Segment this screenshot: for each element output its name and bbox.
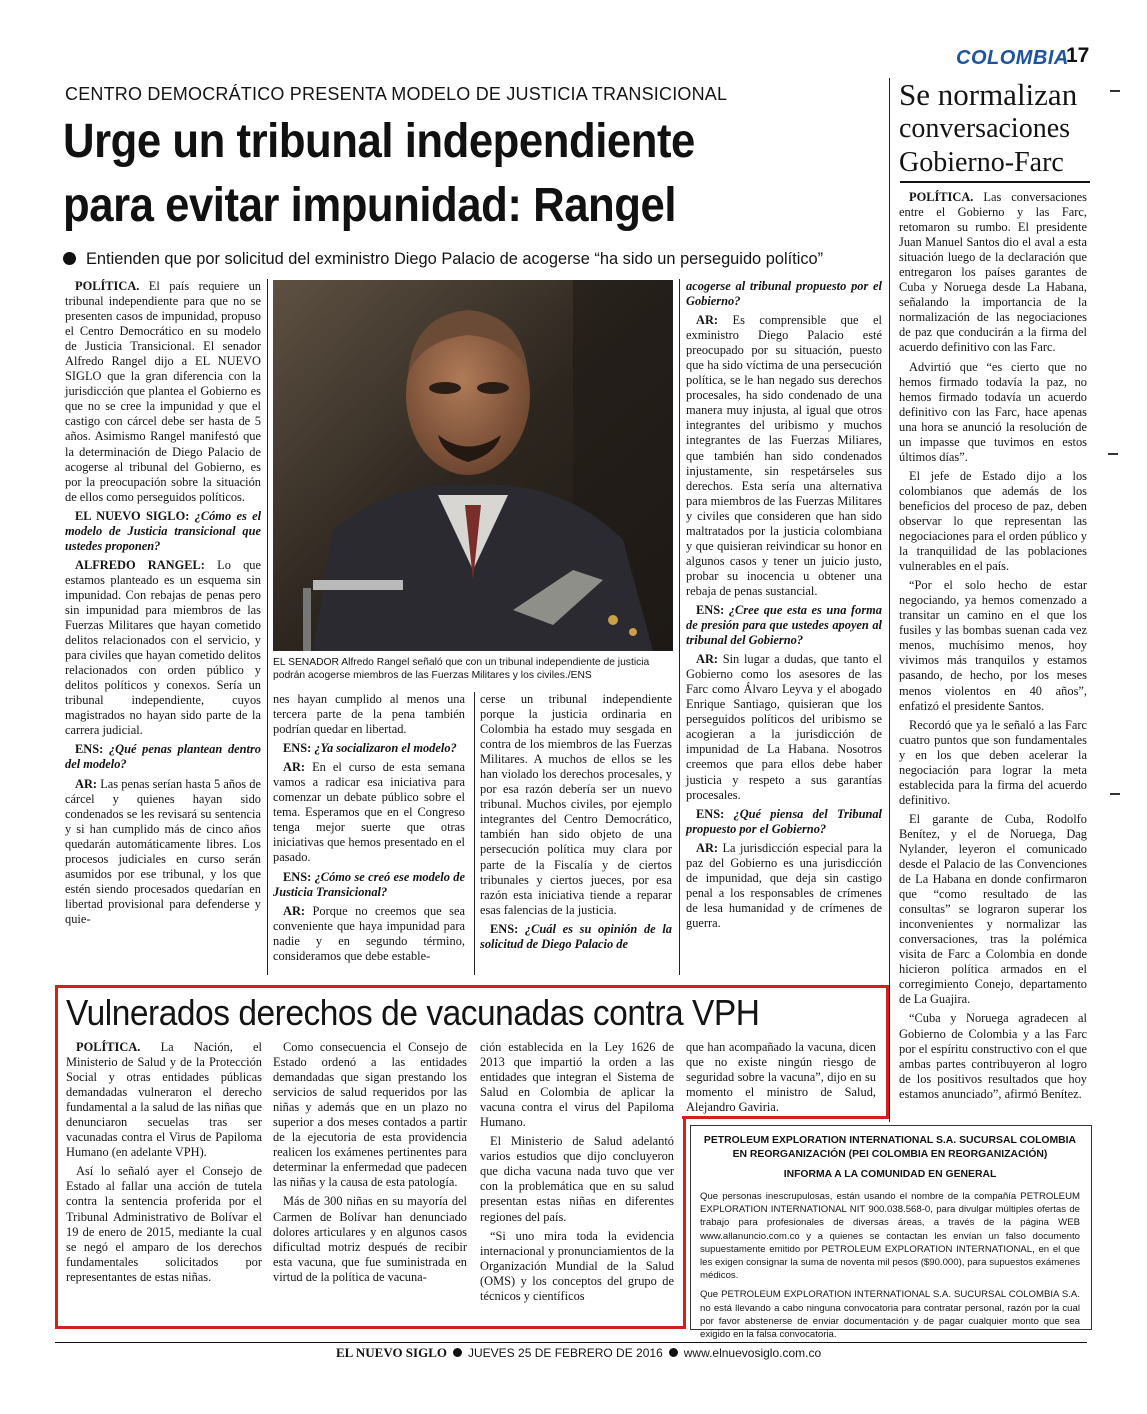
notice-title: [700, 1134, 1080, 1182]
main-column-4: [686, 279, 882, 935]
paragraph-text: La Nación, el Ministerio de Salud y de la Protección Social y otras entidades públicas demandadas vulneraron el derecho fundamental a la salud de las niñas que denunciaron secuelas tras ser vacunadas contra el Virus de Papiloma Humano (en adelante VPH).: [66, 1040, 262, 1160]
paragraph-text: “Si uno mira toda la evidencia internacional y pronunciamientos de la Organización Mundial de la Salud (OMS) y los conceptos del grupo de técnicos y científicos: [480, 1228, 674, 1303]
notice-title-line-3: INFORMA A LA COMUNIDAD EN GENERAL: [783, 1169, 997, 1180]
paragraph-text: Las penas serían hasta 5 años de cárcel y quienes hayan sido condenados se les revisará su sentencia y si han cumplido más de cinco años quedarán automáticamente libres. Los procesos judiciales en curso serán asumidos por ese tribunal, y los que estén siendo procesados quedarían en libertad provisional para defenderse y quie-: [65, 776, 261, 926]
paragraph-text: Es comprensible que el exministro Diego Palacio esté preocupado por su situación, puesto que ha sido víctima de una persecución política, se le han negado sus derechos procesales, ha sido condenado de una manera muy injusta, al igual que otros integrantes del uribismo y muchos integrantes de las Fuerzas Miliares, que también han sido condenados injustamente, sin respetárseles sus derechos. Esta sería una alternativa para miembros de las Fuerzas Militares y civiles que consideren que han sido maltratados por la justicia colombiana y que quisieran reivindicar su honor en algunos casos y tener un juicio justo, probar su inocencia u obtener una rebaja de penas sustancial.: [686, 313, 882, 598]
speaker-label: ENS:: [696, 602, 725, 617]
side-title-line-3: Gobierno-Farc: [899, 147, 1064, 178]
paragraph: [273, 741, 465, 756]
paragraph-text: Advirtió que “es cierto que no hemos firmado todavía la paz, no hemos firmado todavía un acuerdo definitivo con las Farc, hace apenas una hora se anunció la resolución de un impasse que tuvimos en estos últimos días”.: [899, 359, 1087, 464]
footer-date: JUEVES 25 DE FEBRERO DE 2016: [468, 1346, 663, 1360]
speaker-label: ENS:: [696, 806, 725, 821]
margin-mark: [1110, 793, 1120, 795]
vph-column-4: [686, 1040, 876, 1119]
paragraph-text: Las conversaciones entre el Gobierno y las Farc, retomaron su rumbo. El presidente Juan Manuel Santos dio el aval a esta situación luego de la declaración que entregaron los países garantes de Cuba y Noruega desde La Habana, señalando la importancia de la normalización de las negociaciones de paz que conducirán a la firma del acuerdo definitivo con las Farc.: [899, 190, 1087, 355]
paragraph: [480, 1040, 674, 1130]
paragraph: [65, 509, 261, 554]
speaker-label: EL NUEVO SIGLO:: [75, 508, 190, 523]
paragraph: [899, 360, 1087, 465]
speaker-label: AR:: [283, 903, 306, 918]
question-text: ¿Cómo es el modelo de Justicia transicional que ustedes proponen?: [65, 508, 262, 553]
speaker-label: ENS:: [75, 742, 104, 757]
paragraph-text: El país requiere un tribunal independiente para que no se presenten casos de impunidad, propuso el Centro Democrático en su modelo de Justicia Transicional. El senador Alfredo Rangel dijo a EL NUEVO SIGLO que la gran diferencia con la jurisdicción que plantea el Gobierno es que no se cree la impunidad y que el castigo con cárcel debe ser hasta de 5 años. Asimismo Rangel manifestó que la determinación de Diego Palacio de acogerse al tribunal del Gobierno, es por la preocupación sobre la situación de ellos como perseguidos políticos.: [65, 279, 261, 504]
footer-rule: [55, 1342, 1087, 1343]
notice-title-line-2: EN REORGANIZACIÓN (PEI COLOMBIA EN REORGANIZACIÓN): [732, 1149, 1048, 1160]
speaker-label: ALFREDO RANGEL:: [75, 557, 205, 572]
main-column-3: [480, 692, 672, 956]
paragraph-text: “Cuba y Noruega agradecen al Gobierno de Colombia y a las Farc por el espíritu constructivo con el que ambas partes contribuyeron al logro de los positivos resultados que hoy estamos anunciado”, afirmó Benítez.: [899, 1011, 1087, 1101]
speaker-label: ENS:: [283, 869, 312, 884]
question-text: ¿Qué penas plantean dentro del modelo?: [65, 742, 261, 772]
paragraph: [686, 807, 882, 837]
paragraph-text: Así lo señaló ayer el Consejo de Estado al fallar una acción de tutela contra la sentencia proferida por el Tribunal Administrativo de Bolívar el 19 de enero de 2015, mediante la cual se negó el amparo de los derechos fundamentales solicitados por representantes de estas niñas.: [66, 1164, 262, 1284]
paragraph: [686, 1040, 876, 1115]
vph-column-3: [480, 1040, 674, 1308]
paragraph: [899, 1011, 1087, 1101]
question-text: ¿Cuál es su opinión de la solicitud de Diego Palacio de: [480, 921, 672, 951]
paragraph-text: El Ministerio de Salud adelantó varios estudios que dijo concluyeron que dicha vacuna nada tuvo que ver con la problemática que en su salud presentan estas niñas en diferentes regiones del país.: [480, 1134, 674, 1224]
notice-paragraph: Que PETROLEUM EXPLORATION INTERNATIONAL S.A. SUCURSAL COLOMBIA S.A. no está llevando a cabo ninguna convocatoria para contratar personal, razón por la cual por favor abstenerse de enviar documentación y de pagar cualquier monto que sea exigido en la falsa convocatoria.: [700, 1289, 1080, 1341]
paragraph: [65, 777, 261, 927]
paragraph-text: Más de 300 niñas en su mayoría del Carmen de Bolívar han denunciado dolores articulares y en algunos casos dificultad motriz después de recibir esta vacuna, que fue suministrada en virtud de la política de vacuna-: [273, 1194, 467, 1284]
notice-paragraph: Que personas inescrupulosas, están usando el nombre de la compañía PETROLEUM EXPLORATION INTERNATIONAL NIT 900.038.568-0, para divulgar múltiples ofertas de trabajo para profesionales de diversas áreas, a través de la página WEB www.allanuncio.com.co y a quienes se contactan les envían un falso documento supuestamente emitido por PETROLEUM EXPLORATION INTERNATIONAL, en el que les exigen consignar la suma de noventa mil pesos ($90.000), para supuestos exámenes médicos.: [700, 1191, 1080, 1282]
side-article-body: [899, 190, 1087, 1106]
senator-photo-illustration: [273, 280, 673, 651]
question-text: ¿Cómo se creó ese modelo de Justicia Transicional?: [273, 869, 465, 899]
vph-column-2: [273, 1040, 467, 1289]
photo-caption: EL SENADOR Alfredo Rangel señaló que con un tribunal independiente de justicia podrán acogerse miembros de las Fuerzas Militares y los civiles./ENS: [273, 657, 650, 681]
footer-url[interactable]: www.elnuevosiglo.com.co: [683, 1346, 822, 1360]
paragraph: [273, 1194, 467, 1284]
paragraph: [480, 1134, 674, 1224]
paragraph-text: Sin lugar a dudas, que tanto el Gobierno como los asesores de las Farc como Álvaro Leyva y el abogado Enrique Santiago, quisieran que los perseguidos políticos del uribismo se acogieran a la jurisdicción de impunidad de La Habana. Nosotros creemos que para ellos debe haber justicia y respeto a sus garantías procesales.: [686, 652, 882, 802]
question-text: ¿Ya socializaron el modelo?: [311, 741, 457, 756]
side-article-title: [899, 78, 1099, 180]
dateline: POLÍTICA.: [75, 279, 140, 293]
footer-logo: EL NUEVO SIGLO: [336, 1345, 447, 1360]
speaker-label: ENS:: [490, 921, 519, 936]
column-divider: [679, 279, 680, 975]
speaker-label: AR:: [696, 652, 719, 667]
headline-line-1: Urge un tribunal independiente: [63, 115, 695, 168]
column-divider: [474, 692, 475, 975]
notice-body: [700, 1190, 1080, 1347]
paragraph-text: El jefe de Estado dijo a los colombianos que además de los beneficios del proceso de paz, deben observar lo que representan las negociaciones para el orden público y la tranquilidad de las poblaciones vulnerables en el país.: [899, 468, 1087, 574]
question-text: ¿Cree que esta es una forma de presión para que ustedes apoyen al tribunal del Gobierno?: [686, 602, 882, 648]
paragraph-text: nes hayan cumplido al menos una tercera parte de la pena también podrían quedar en libertad.: [273, 692, 465, 737]
article-kicker: CENTRO DEMOCRÁTICO PRESENTA MODELO DE JUSTICIA TRANSICIONAL: [65, 84, 728, 104]
column-divider: [889, 78, 890, 1122]
paragraph-text: Lo que estamos planteado es un esquema sin impunidad. Con rebajas de penas pero sin impunidad para miembros de las Fuerzas Militares que hayan cometido delitos relacionados con el servicio, y para civiles que hayan cometido delitos relacionados con orden público y delitos políticos y conexos. Sería un tribunal independiente, cuyos magistrados no hayan sido parte de la carrera judicial.: [65, 557, 261, 738]
paragraph: [65, 279, 261, 505]
column-divider: [267, 279, 268, 975]
main-column-2: [273, 692, 465, 968]
side-title-line-1: Se normalizan: [899, 77, 1078, 112]
speaker-label: AR:: [696, 840, 719, 855]
headline-line-2: para evitar impunidad: Rangel: [63, 179, 677, 232]
speaker-label: AR:: [696, 313, 719, 328]
vph-headline: Vulnerados derechos de vacunadas contra VPH: [66, 992, 760, 1033]
paragraph: [480, 692, 672, 918]
paragraph-text: La jurisdicción especial para la paz del Gobierno es una jurisdicción de impunidad, que deja sin castigo penal a los responsables de crímenes de lesa humanidad y de crímenes de guerra.: [686, 840, 882, 930]
paragraph: [686, 279, 882, 309]
paragraph: [480, 922, 672, 952]
paragraph: [480, 1229, 674, 1304]
paragraph-text: El garante de Cuba, Rodolfo Benítez, y el de Noruega, Dag Nylander, leyeron el comunicado desde el Palacio de las Convenciones de La Habana en donde confirmaron que “como resultado de las consultas” se lograron superar los inconvenientes y normalizar las conversaciones, tras la polémica visita de Farc a Colombia en donde hicieron política armados en el corregimiento Conejo, departamento de La Guajira.: [899, 811, 1087, 1007]
question-text: ¿Qué piensa del Tribunal propuesto por el Gobierno?: [686, 806, 882, 836]
question-text: acogerse al tribunal propuesto por el Gobierno?: [686, 279, 882, 309]
section-badge: COLOMBIA: [956, 47, 1069, 69]
bullet-icon: [669, 1348, 678, 1357]
article-subhead: [63, 250, 883, 269]
paragraph: [273, 870, 465, 900]
paragraph-text: Porque no creemos que sea conveniente que haya impunidad para nadie y en segundo término, consideramos que debe estable-: [273, 903, 465, 963]
paragraph: [65, 558, 261, 739]
margin-mark: [1110, 90, 1120, 92]
paragraph: [899, 469, 1087, 574]
page-number: 17: [1066, 44, 1090, 67]
paragraph: [899, 578, 1087, 713]
dateline: POLÍTICA.: [76, 1040, 141, 1054]
margin-mark: [1108, 453, 1118, 455]
main-column-1: [65, 279, 261, 931]
paragraph-text: “Por el solo hecho de estar negociando, ya hemos comenzado a transitar un camino en el que los fusiles y las bombas suenan cada vez menos, muchísimo menos, hoy vivimos más tranquilos y estamos pasando, de hecho, por los meses menos violentos en 40 años”, enfatizó el presidente Santos.: [899, 578, 1087, 713]
paragraph-text: Como consecuencia el Consejo de Estado ordenó a las entidades demandadas que sigan prestando los servicios de salud requeridos por las niñas y además que en un plazo no superior a dos meses contados a partir de la ejecutoria de esta providencia realicen los exámenes pertinentes para determinar la enfermedad que padecen las niñas y la causa de esta patología.: [273, 1040, 467, 1190]
paragraph-text: Recordó que ya le señaló a las Farc cuatro puntos que son fundamentales y en los que deben acelerar la negociación para lograr la meta establecida para la firma del acuerdo definitivo.: [899, 717, 1087, 807]
subhead-text: Entienden que por solicitud del exministro Diego Palacio de acogerse “ha sido un perseguido político”: [86, 250, 824, 268]
paragraph: [66, 1164, 262, 1284]
paragraph: [686, 313, 882, 599]
paragraph: [899, 812, 1087, 1008]
paragraph-text: que han acompañado la vacuna, dicen que no existe ningún riesgo de seguridad sobre la vacuna”, dijo en su momento el ministro de Salud, Alejandro Gaviria.: [686, 1040, 876, 1115]
speaker-label: AR:: [75, 776, 98, 791]
paragraph-text: cerse un tribunal independiente porque la justicia ordinaria en Colombia ha estado muy sesgada en contra de los miembros de las Fuerzas Militares. A muchos de ellos se les han violado los derechos procesales, y por esa razón debería ser un nuevo tribunal. Muchos civiles, por ejemplo integrantes del Centro Democrático, también han sido objeto de una persecución política muy clara por parte de la Fiscalía y de ciertos tribunales y ciertos jueces, por esa razón esta iniciativa tiende a reparar esas falencias de la justicia.: [480, 692, 672, 917]
side-title-line-2: conversaciones: [899, 113, 1071, 144]
footer: [336, 1345, 821, 1361]
vph-column-1: [66, 1040, 262, 1289]
paragraph: [273, 1040, 467, 1190]
paragraph: [66, 1040, 262, 1160]
paragraph: [686, 652, 882, 802]
paragraph: [686, 841, 882, 931]
paragraph-text: ción establecida en la Ley 1626 de 2013 que impartió la orden a las entidades que integran el Sistema de Salud en Colombia de aplicar la vacuna contra el virus del Papiloma Humano.: [480, 1040, 674, 1130]
bullet-icon: [453, 1348, 462, 1357]
paragraph: [686, 603, 882, 648]
paragraph: [899, 718, 1087, 808]
notice-title-line-1: PETROLEUM EXPLORATION INTERNATIONAL S.A. SUCURSAL COLOMBIA: [703, 1135, 1077, 1146]
side-title-rule: [900, 181, 1090, 183]
dateline: POLÍTICA.: [909, 190, 974, 204]
speaker-label: AR:: [283, 760, 306, 775]
paragraph: [899, 190, 1087, 356]
speaker-label: ENS:: [283, 741, 312, 756]
paragraph: [273, 904, 465, 964]
paragraph-text: En el curso de esta semana vamos a radicar esa iniciativa para comenzar un debate público sobre el tema. Esperamos que en el Congreso tenga mejor suerte que otras iniciativas que hemos presentado en el pasado.: [273, 760, 465, 865]
paragraph: [65, 742, 261, 772]
bullet-icon: [63, 252, 76, 265]
paragraph: [273, 692, 465, 737]
article-headline: [63, 110, 809, 238]
senator-photo: [273, 280, 673, 651]
paragraph: [273, 760, 465, 865]
